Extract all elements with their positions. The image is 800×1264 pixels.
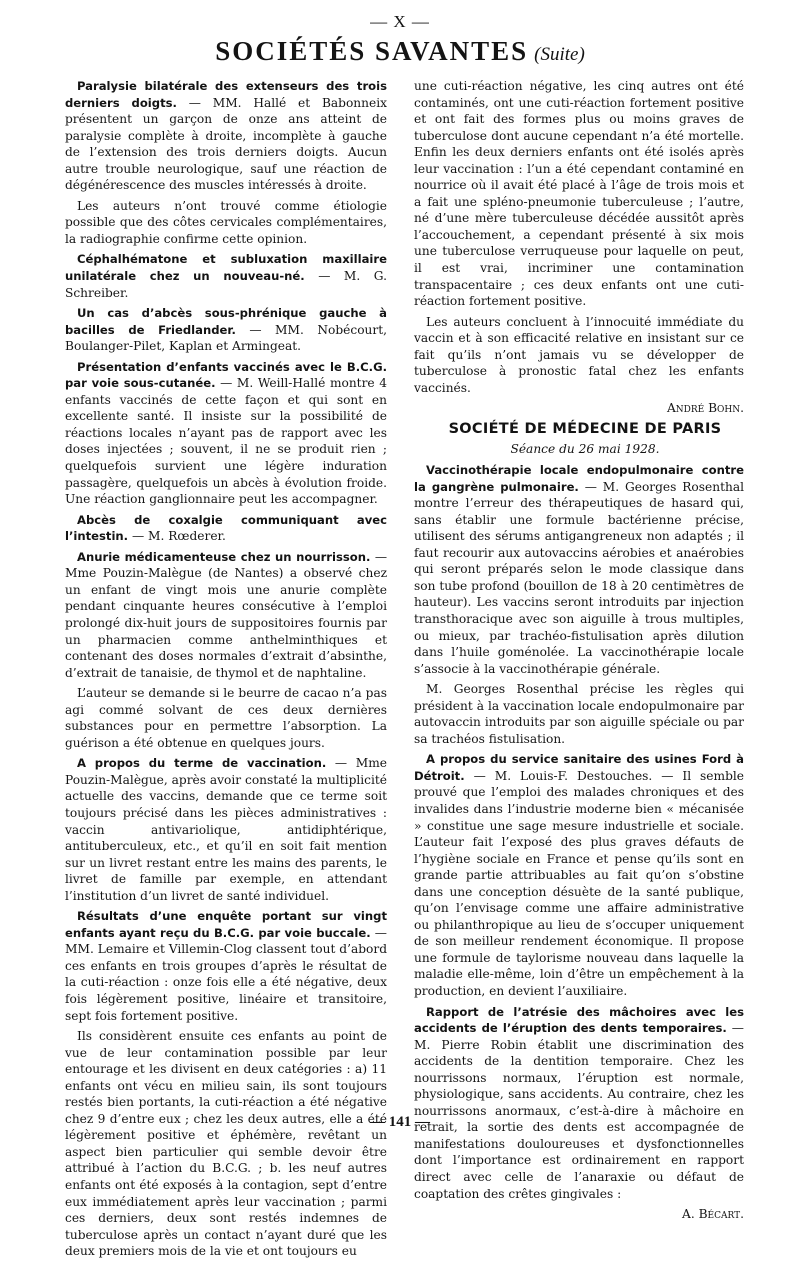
page-heading bbox=[0, 36, 800, 67]
section-heading: SOCIÉTÉ DE MÉDECINE DE PARIS bbox=[448, 420, 722, 437]
article-paragraph bbox=[414, 462, 744, 677]
article-text: — M. Georges Rosenthal montre l’erreur des thérapeutiques de hasard qui, sans établir une formule bactérienne précise, utilisent des sérums antigangreneux non adaptés ; il faut recourir aux autovaccins aérobies et anaérobies qui seront préparés selon le mode classique dans son tube profond (bouillon de 18 à 20 centimètres de hauteur). Les vaccins seront introduits par injection transthoracique avec son aiguille à trous multiples, ou mieux, par trachéo-fistulisation après dilution dans l’huile goménolée. La vaccinothérapie locale s’associe à la vaccinothérapie générale. bbox=[414, 479, 744, 676]
left-column bbox=[65, 78, 387, 1264]
article-paragraph bbox=[414, 751, 744, 999]
roman-folio: — X — bbox=[370, 12, 430, 31]
article-text: — M. Louis-F. Destouches. — Il semble prouvé que l’emploi des malades chroniques et des invalides dans l’industrie moderne bien « mécanisée » constitue une sage mesure industrielle et sociale. L’auteur fait l’exposé des plus graves défauts de l’hygiène sociale en France et pense qu’ils sont en grande partie attribuables au fait qu’on s’obstine dans une conception désuète de la santé publique, qu’on l’envisage comme une affaire administrative ou philanthropique au lieu de s’occuper uniquement de son meilleur rendement économique. Il propose une formule de taylorisme nouveau dans laquelle la maladie elle-même, loin d’être un empêchement à la production, en devient l’auxiliaire. bbox=[414, 768, 744, 998]
article-title: Abcès de coxalgie communiquant avec l’intestin. bbox=[65, 512, 387, 544]
article-text: — M. Rœderer. bbox=[128, 529, 226, 544]
article-text: — MM. Lemaire et Villemin-Clog classent tout d’abord ces enfants en trois groupes d’après le résultat de la cuti-réaction : onze fois elle a été négative, deux fois légèrement positive, linéaire et transitoire, sept fois fortement positive. bbox=[65, 925, 387, 1023]
article-text: — MM. Hallé et Babonneix présentent un garçon de onze ans atteint de paralysie complète à droite, incomplète à gauche de l’extension des trois derniers doigts. Aucun autre trouble neurologique, sauf une réaction de dégénérescence des muscles intéressés à droite. bbox=[65, 95, 387, 193]
right-column bbox=[414, 78, 744, 1227]
author-signature: André Bohn. bbox=[666, 401, 744, 416]
article-title: Anurie médicamenteuse chez un nourrisson. bbox=[77, 549, 371, 564]
article-title: A propos du terme de vaccination. bbox=[77, 756, 327, 771]
article-title: Un cas d’abcès sous-phrénique gauche à bacilles de Friedlander. bbox=[65, 306, 387, 337]
article-title: A propos du service sanitaire des usines Ford à Détroit. bbox=[414, 752, 744, 783]
article-paragraph: L’auteur se demande si le beurre de cacao n’a pas agi commé solvant de ces deux dernières substances pour en permettre l’absorption. La guérison a été obtenue en quelques jours. bbox=[65, 686, 387, 750]
article-paragraph bbox=[65, 755, 387, 904]
article-paragraph bbox=[414, 1004, 744, 1203]
article-paragraph: une cuti-réaction négative, les cinq autres ont été contaminés, ont une cuti-réaction fortement positive et ont fait des formes plus ou moins graves de tuberculose dont aucune cependant n’a été mortelle. Enfin les deux derniers enfants ont été isolés après leur vaccination : l’un a été cependant contaminé en nourrice où il avait été placé à l’âge de trois mois et a fait une spléno-pneumonie tuberculeuse ; l’autre, né d’une mère tuberculeuse décédée aussitôt après l’accouchement, a cependant présenté à six mois une tuberculose verruqueuse pour laquelle on peut, il est vrai, incriminer une contamination transpacentaire ; ces deux enfants ont une cuti-réaction fortement positive. bbox=[414, 79, 744, 309]
article-paragraph bbox=[65, 359, 387, 508]
session-date: Séance du 26 mai 1928. bbox=[510, 442, 660, 457]
article-text: — MM. Nobécourt, Boulanger-Pilet, Kaplan et Armingeat. bbox=[65, 322, 387, 354]
article-paragraph bbox=[65, 305, 387, 355]
article-paragraph bbox=[65, 512, 387, 545]
article-paragraph bbox=[65, 908, 387, 1024]
heading-title: SOCIÉTÉS SAVANTES bbox=[215, 36, 529, 66]
article-title: Vaccinothérapie locale endopulmonaire contre la gangrène pulmonaire. bbox=[414, 463, 744, 494]
article-text: — M. Weill-Hallé montre 4 enfants vaccinés de cette façon et qui sont en excellente santé. Il insiste sur la possibilité de réactions locales n’ayant pas de rapport avec les doses injectées ; souvent, il ne se produit rien ; quelquefois survient une légère induration passagère, quelquefois un abcès à évolution froide. Une réaction ganglionnaire peut les accompagner. bbox=[65, 376, 387, 507]
article-text: — M. Pierre Robin établit une discrimination des accidents de la dentition temporaire. Chez les nourrissons normaux, l’éruption est normale, physiologique, sans accidents. Au contraire, chez les nourrissons anormaux, c’est-à-dire à mâchoire en retrait, la sortie des dents est accompagnée de manifestations douloureuses et dysfonctionnelles dont l’importance est ordinairement en rapport direct avec celle de l’anaraxie ou défaut de coaptation des crêtes gingivales : bbox=[414, 1021, 744, 1201]
article-paragraph bbox=[65, 251, 387, 301]
article-paragraph bbox=[65, 78, 387, 194]
article-text: — Mme Pouzin-Malègue (de Nantes) a observé chez un enfant de vingt mois une anurie complète pendant cinquante heures consécutive à l’emploi prolongé dix-huit jours de suppositoires fournis par un pharmacien comme anthelminthiques et contenant des doses normales d’extrait d’absinthe, d’extrait de tanaisie, de thymol et de naphtaline. bbox=[65, 549, 388, 680]
article-paragraph: Les auteurs concluent à l’innocuité immédiate du vaccin et à son efficacité relative en insistant sur ce fait qu’ils n’ont jamais vu se développer de tuberculose à pronostic fatal chez les enfants vaccinés. bbox=[414, 314, 744, 395]
article-paragraph: M. Georges Rosenthal précise les règles qui président à la vaccination locale endopulmonaire par autovaccin introduits par son aiguille spéciale ou par sa trachéos fistulisation. bbox=[414, 682, 744, 746]
page-number: — 141 — bbox=[370, 1114, 430, 1130]
article-title: Rapport de l’atrésie des mâchoires avec les accidents de l’éruption des dents temporaires. bbox=[414, 1004, 744, 1036]
article-text: — M. G. Schreiber. bbox=[65, 269, 387, 300]
article-title: Céphalhématone et subluxation maxillaire unilatérale chez un nouveau-né. bbox=[65, 252, 387, 284]
article-text: — Mme Pouzin-Malègue, après avoir constaté la multiplicité actuelle des vaccins, demande que ce terme soit toujours précisé dans les pièces administratives : vaccin antivariolique, antidiphtérique, antituberculeux, etc., et qu’il en soit fait mention sur un livret restant entre les mains des parents, le livret de famille par exemple, en attendant l’institution d’un livret de santé individuel. bbox=[65, 756, 387, 903]
article-title: Résultats d’une enquête portant sur vingt enfants ayant reçu du B.C.G. par voie buccale. bbox=[65, 909, 387, 940]
article-title: Présentation d’enfants vaccinés avec le B.C.G. par voie sous-cutanée. bbox=[65, 359, 387, 391]
heading-subtitle: (Suite) bbox=[534, 44, 585, 65]
article-paragraph: Les auteurs n’ont trouvé comme étiologie possible que des côtes cervicales complémentaires, la radiographie confirme cette opinion. bbox=[65, 198, 387, 246]
article-title: Paralysie bilatérale des extenseurs des trois derniers doigts. bbox=[65, 79, 387, 110]
article-paragraph bbox=[65, 549, 387, 681]
article-paragraph: Ils considèrent ensuite ces enfants au point de vue de leur contamination possible par leur entourage et les divisent en deux catégories : a) 11 enfants ont vécu en milieu sain, ils sont toujours restés bien portants, la cuti-réaction a été négative chez 9 d’entre eux ; chez les deux autres, elle a été légèrement positive et éphémère, revêtant un aspect bien particulier qui semble devoir être attribué à l’action du B.C.G. ; b. les neuf autres enfants ont été exposés à la contagion, sept d’entre eux immédiatement après leur vaccination ; parmi ces derniers, deux sont restés indemnes de tuberculose après un contact n’ayant duré que les deux premiers mois de la vie et ont toujours eu bbox=[65, 1029, 387, 1259]
author-signature: A. Bécart. bbox=[682, 1207, 744, 1222]
